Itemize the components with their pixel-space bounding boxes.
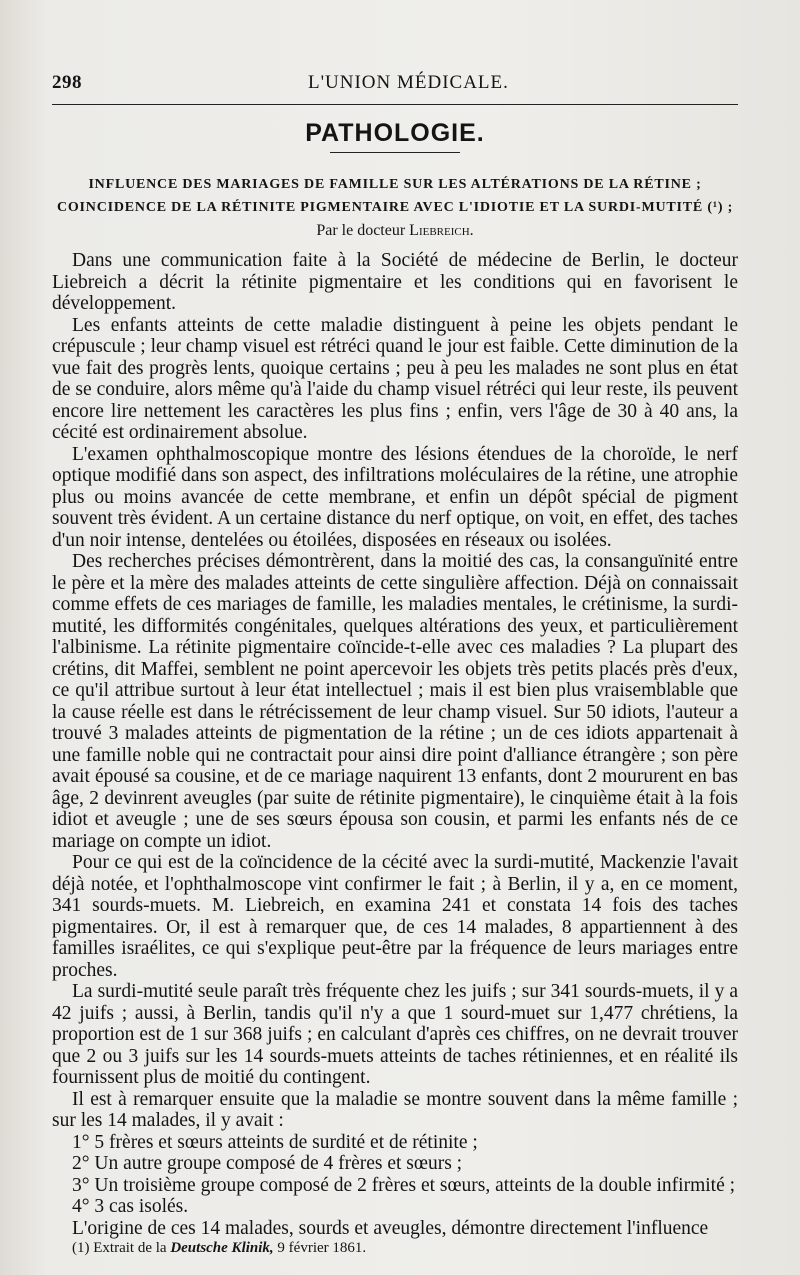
paragraph-6: La surdi-mutité seule paraît très fréquente chez les juifs ; sur 341 sourds-muets, il y a 42 juifs ; aussi, à Berlin, tandis qu'il n'y a que 1 sourd-muet sur 1,477 chrétiens, la proportion est de 1 sur 368 juifs ; en calculant d'après ces chiffres, on ne devrait trouver que 2 ou 3 juifs sur les 14 sourds-muets atteints de taches rétiniennes, et en réalité ils fournissent plus de moitié du contingent. [52, 981, 738, 1088]
header-rule [52, 104, 738, 105]
byline-prefix: Par le docteur [316, 222, 406, 239]
journal-title: L'UNION MÉDICALE. [308, 72, 509, 93]
running-head [52, 66, 738, 94]
article-title-line-2: COINCIDENCE DE LA RÉTINITE PIGMENTAIRE AVEC L'IDIOTIE ET LA SURDI-MUTITÉ (¹) ; [56, 200, 734, 215]
article-body [52, 250, 738, 1239]
footnote [72, 1240, 366, 1257]
article-title-line-1: INFLUENCE DES MARIAGES DE FAMILLE SUR LES ALTÉRATIONS DE LA RÉTINE ; [88, 177, 702, 192]
footnote-source: Deutsche Klinik, [170, 1240, 274, 1256]
paragraph-1: Dans une communication faite à la Société de médecine de Berlin, le docteur Liebreich a décrit la rétinite pigmentaire et les conditions qui en favorisent le développement. [52, 250, 738, 314]
paragraph-4: Des recherches précises démontrèrent, dans la moitié des cas, la consanguïnité entre le père et la mère des malades atteints de cette singulière affection. Déjà on connaissait comme effets de ces mariages de famille, les maladies mentales, le crétinisme, la surdi-mutité, les difformités congénitales, quelques altérations des yeux, et particulièrement l'albinisme. La rétinite pigmentaire coïncide-t-elle avec ces maladies ? La plupart des crétins, dit Maffei, semblent ne point apercevoir les objets très petits placés près d'eux, ce qu'il attribue surtout à leur état intellectuel ; mais il est bien plus vraisemblable que la cause réelle est dans le rétrécissement de leur champ visuel. Sur 50 idiots, l'auteur a trouvé 3 malades atteints de pigmentation de la rétine ; un de ces idiots appartenait à une famille noble qui ne contractait pour ainsi dire point d'alliance étrangère ; son père avait épousé sa cousine, et de ce mariage naquirent 13 enfants, dont 2 moururent en bas âge, 2 devinrent aveugles (par suite de rétinite pigmentaire), le cinquième était à la fois idiot et aveugle ; une de ses sœurs épousa son cousin, et parmi les enfants nés de ce mariage on compte un idiot. [52, 551, 738, 852]
paragraph-7: Il est à remarquer ensuite que la maladie se montre souvent dans la même famille ; sur les 14 malades, il y avait : [52, 1088, 738, 1131]
section-title: PATHOLOGIE. [305, 119, 485, 147]
paragraph-3: L'examen ophthalmoscopique montre des lésions étendues de la choroïde, le nerf optique modifié dans son aspect, des infiltrations moléculaires de la rétine, une atrophie plus ou moins avancée de cette membrane, et enfin un dépôt spécial de pigment souvent très évident. A un certaine distance du nerf optique, on voit, en effet, des taches d'un noir intense, dentelées ou étoilées, disposées en réseaux ou isolées. [52, 443, 738, 551]
list-item-1: 1° 5 frères et sœurs atteints de surdité et de rétinite ; [72, 1131, 478, 1153]
footnote-date: 9 février 1861. [277, 1240, 367, 1256]
page-number: 298 [52, 72, 82, 93]
byline-author: Liebreich. [409, 222, 474, 239]
paragraph-2: Les enfants atteints de cette maladie distinguent à peine les objets pendant le crépuscule ; leur champ visuel est rétréci quand le jour est faible. Cette diminution de la vue fait des progrès lents, quoique certains ; peu à peu les malades ne sont plus en état de se conduire, alors même qu'à l'aide du champ visuel rétréci qui leur reste, ils peuvent encore lire nettement les caractères les plus fins ; enfin, vers l'âge de 30 à 40 ans, la cécité est ordinairement absolue. [52, 314, 738, 443]
list-item-2: 2° Un autre groupe composé de 4 frères et sœurs ; [72, 1153, 463, 1174]
footnote-text-prefix: Extrait de la [93, 1240, 167, 1256]
footnote-marker: (1) [72, 1240, 90, 1256]
section-title-rule [330, 152, 460, 153]
paragraph-final: L'origine de ces 14 malades, sourds et aveugles, démontre directement l'influence [72, 1217, 709, 1239]
byline [52, 222, 738, 240]
article-title [52, 173, 738, 219]
paragraph-5: Pour ce qui est de la coïncidence de la cécité avec la surdi-mutité, Mackenzie l'avait déjà notée, et l'ophthalmoscope vint confirmer le fait ; à Berlin, il y a, en ce moment, 341 sourds-muets. M. Liebreich, en examina 241 et constata 14 fois des taches pigmentaires. Or, il est à remarquer que, de ces 14 malades, 8 appartiennent à des familles israélites, ce qui s'explique peut-être par la fréquence de leurs mariages entre proches. [52, 852, 738, 981]
list-item-3: 3° Un troisième groupe composé de 2 frères et sœurs, atteints de la double infirmité ; [72, 1174, 736, 1196]
list-item-4: 4° 3 cas isolés. [72, 1196, 189, 1217]
